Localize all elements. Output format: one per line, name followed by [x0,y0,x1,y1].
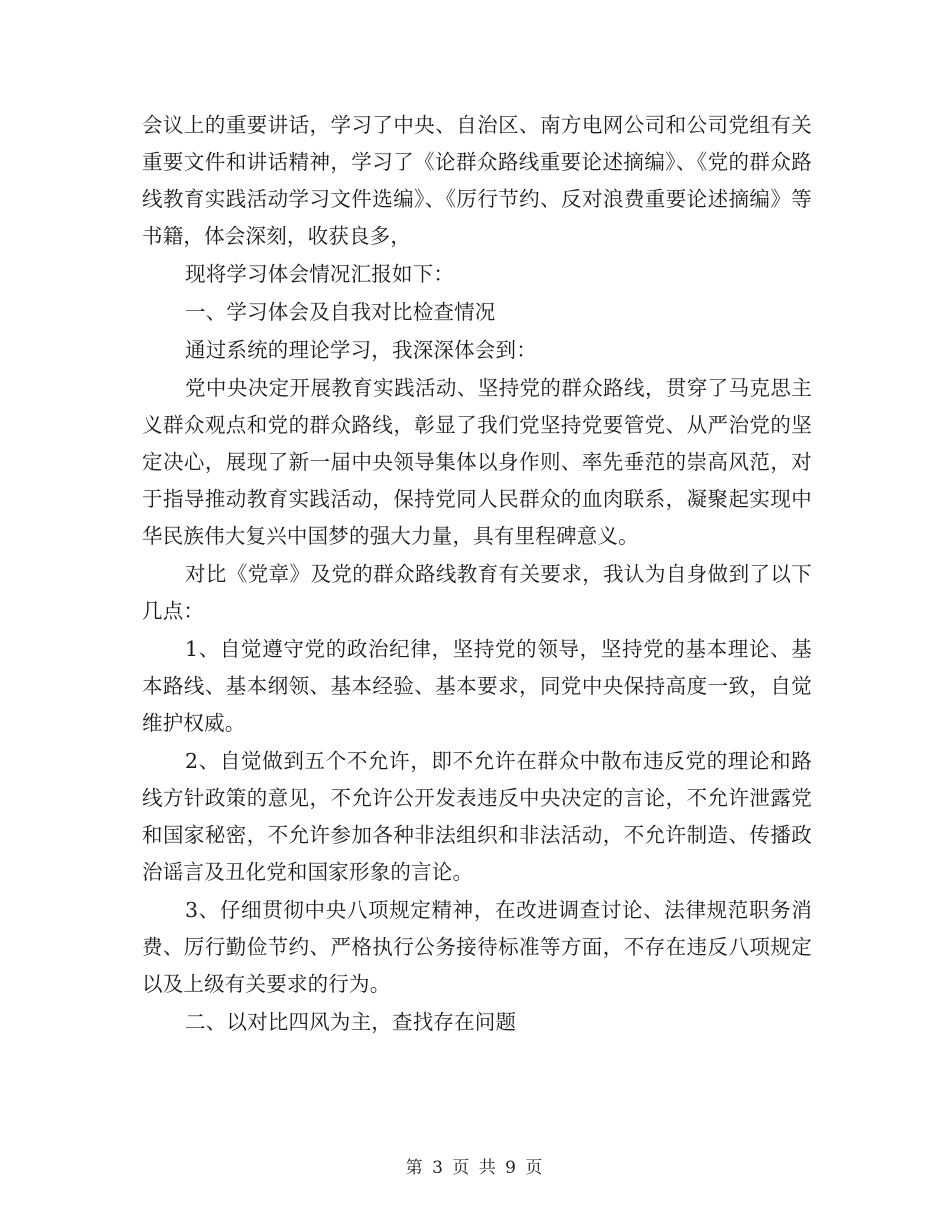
paragraph-report-intro: 现将学习体会情况汇报如下： [185,262,455,286]
list-item-2: 2、自觉做到五个不允许，即不允许在群众中散布违反党的理论和路线方针政策的意见，不允许公开发表违反中央决定的言论，不允许泄露党和国家秘密，不允许参加各种非法组织和非法活动，不允许制造、传播政治谣言及丑化党和国家形象的言论。 [142,749,812,884]
paragraph-continuation: 会议上的重要讲话，学习了中央、自治区、南方电网公司和公司党组有关重要文件和讲话精神，学习了《论群众路线重要论述摘编》、《党的群众路线教育实践活动学习文件选编》、《厉行节约、反对浪费重要论述摘编》等书籍，体会深刻，收获良多， [142,113,812,248]
document-body [142,107,812,1041]
page-number-footer: 第 3 页 共 9 页 [405,1158,545,1178]
paragraph-central-committee: 党中央决定开展教育实践活动、坚持党的群众路线，贯穿了马克思主义群众观点和党的群众路线，彰显了我们党坚持党要管党、从严治党的坚定决心，展现了新一届中央领导集体以身作则、率先垂范的崇高风范，对于指导推动教育实践活动，保持党同人民群众的血肉联系，凝聚起实现中华民族伟大复兴中国梦的强大力量，具有里程碑意义。 [142,376,812,548]
paragraph-comparison: 对比《党章》及党的群众路线教育有关要求，我认为自身做到了以下几点： [142,562,812,623]
section-heading-1: 一、学习体会及自我对比检查情况 [185,300,496,324]
paragraph-study-intro: 通过系统的理论学习，我深深体会到： [185,338,537,362]
section-heading-2: 二、以对比四风为主，查找存在问题 [185,1010,517,1034]
list-item-1: 1、自觉遵守党的政治纪律，坚持党的领导，坚持党的基本理论、基本路线、基本纲领、基本经验、基本要求，同党中央保持高度一致，自觉维护权威。 [142,637,812,735]
list-item-3: 3、仔细贯彻中央八项规定精神，在改进调查讨论、法律规范职务消费、厉行勤俭节约、严格执行公务接待标准等方面，不存在违反八项规定以及上级有关要求的行为。 [142,898,812,996]
